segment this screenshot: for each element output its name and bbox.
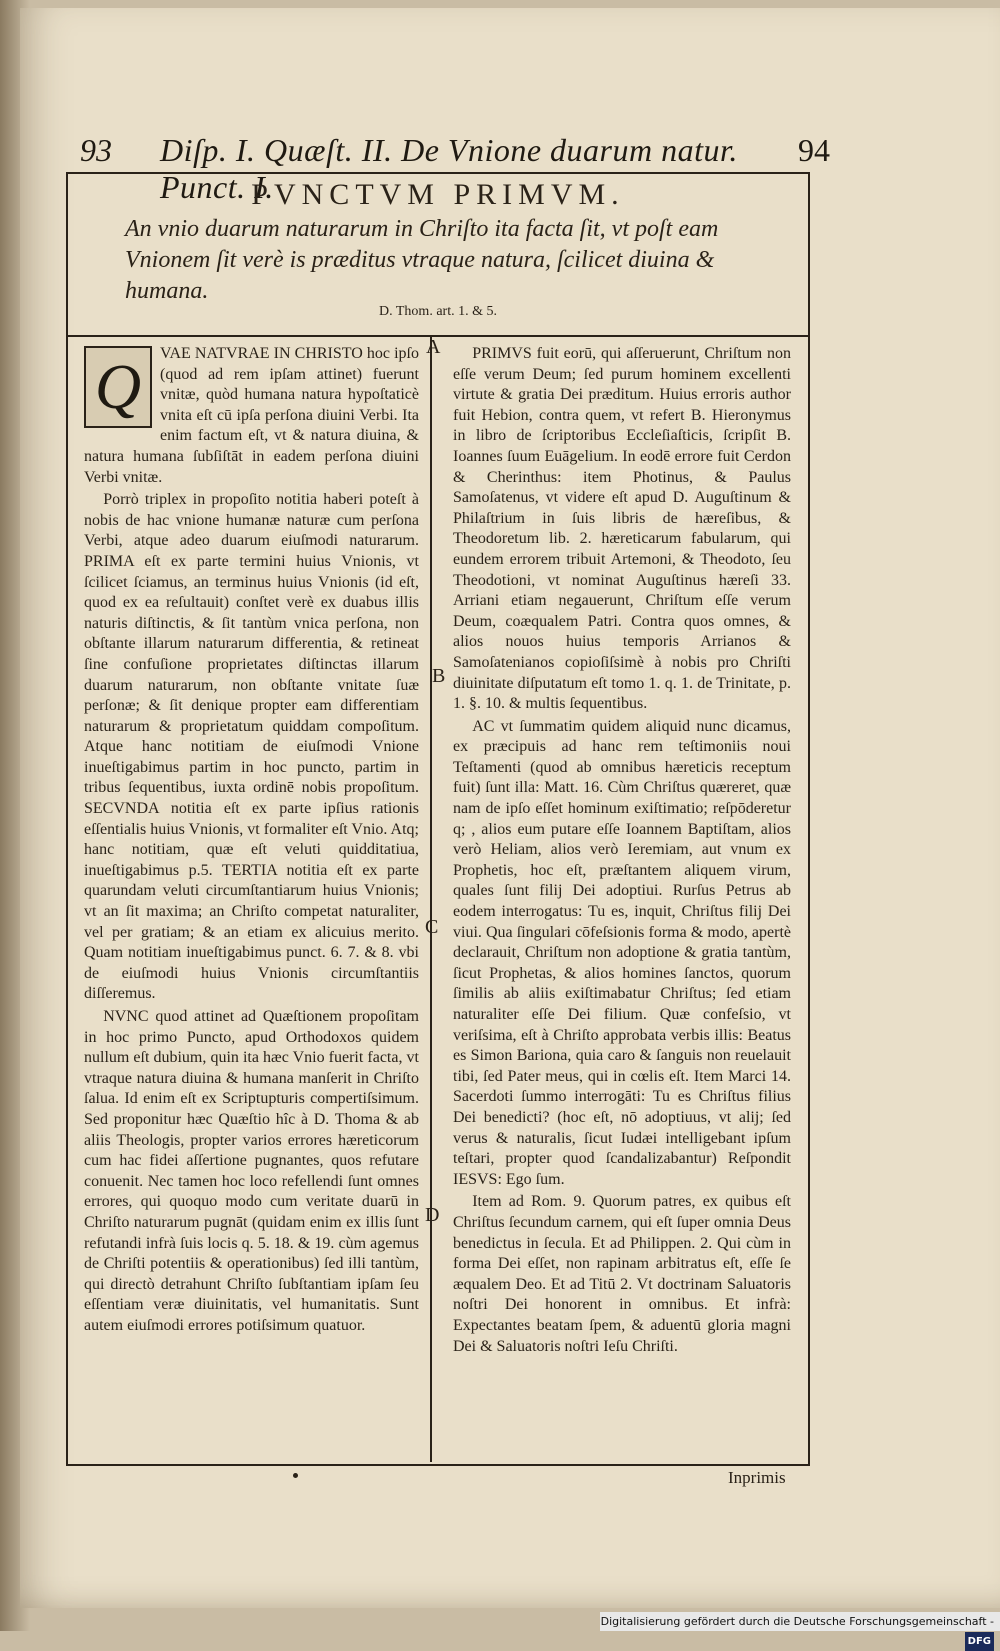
footer-text: Digitalisierung gefördert durch die Deutsche Forschungsgemeinschaft - xyxy=(600,1615,994,1628)
left-column xyxy=(84,344,419,1339)
section-heading: PVNCTVM PRIMVM. xyxy=(251,178,625,211)
right-page-number: 94 xyxy=(798,132,830,168)
dfg-logo: DFG xyxy=(965,1632,994,1651)
margin-letter-c: C xyxy=(425,916,439,938)
paragraph-text: VAE NATVRAE IN CHRISTO hoc ipſo (quod ad rem ipſam attinet) fuerunt vnitæ, quòd humana natura hypoſtaticè vnita eſt cū ipſa perſona diuini Verbi. Ita enim factum eſt, vt & natura diuina, & natura humana ſubſiſtāt in eadem perſona diuini Verbi vnitæ. xyxy=(84,345,419,486)
column-divider xyxy=(430,337,432,1462)
paragraph xyxy=(84,344,419,488)
paragraph: NVNC quod attinet ad Quæſtionem propoſitam in hoc primo Puncto, apud Orthodoxos quidem nullum eſt dubium, quin ita hæc Vnio fuerit facta, vt vtraque natura diuina & humana manſerit in Chriſto ſalua. Id enim eſt ex Scriptupturis compertiſsimum. Sed proponitur hæc Quæſtio hîc à D. Thoma & ab aliis Theologis, propter varios errores hæreticorum cum hac fidei aſſertione pugnantes, quos refutare conuenit. Nec tamen hoc loco refellendi ſunt omnes errores, qui quoquo modo cum veritate duarū in Chriſto naturarum pugnāt (quidam enim ex illis ſunt refutandi infrà ſuis locis q. 5. 18. & 19. cùm agemus de Chriſti potentiis & operationibus) ſed illi tantùm, qui directò detrahunt Chriſto ſubſtantiam ipſam ſeu eſſentiam veræ diuinitatis, vel humanitatis. Sunt autem eiuſmodi errores potiſsimum quatuor. xyxy=(84,1008,419,1334)
right-column xyxy=(453,344,791,1359)
reference-line: D. Thom. art. 1. & 5. xyxy=(379,304,497,319)
paragraph: Porrò triplex in propoſito notitia haberi poteſt à nobis de hac vnione humanæ naturæ cum perſona Verbi, atque adeo duarum eiuſmodi naturarum. PRIMA eſt ex parte termini huius Vnionis, vt ſcilicet ſciamus, an terminus huius Vnionis (id eſt, quod ex ea reſultauit) conſtet verè ex duabus illis naturis diſtinctis, & ſit tantùm vnica perſona, non obſtante illarum naturarum differentia, & retineat ſine confuſione proprietates diſtinctas illarum duarum naturarum, non obſtante vnitate ſuæ perſonæ; & ſit denique propter eam differentiam naturarum & proprietatum quiddam compoſitum. Atque hanc notitiam de eiuſmodi Vnione inueſtigabimus partim in hoc puncto, partim in tribus ſequentibus, iuxta ordinē nobis propoſitum. SECVNDA notitia eſt ex parte ipſius rationis eſſentialis huius Vnionis, vt formaliter eſt Vnio. Atq; hanc notitiam, quæ eſt veluti quidditatiua, inueſtigabimus p.5. TERTIA notitia eſt ex parte quarundam veluti circumſtantiarum huius Vnionis; vt an ſit maxima; an Chriſto competat naturaliter, vel per gratiam; & an etiam ex alicuius merito. Quam notitiam inueſtigabimus punct. 6. 7. & 8. vbi de eiuſmodi huius Vnionis circumſtantiis diſſeremus. xyxy=(84,491,419,1003)
margin-letter-d: D xyxy=(425,1204,440,1226)
paragraph: Item ad Rom. 9. Quorum patres, ex quibus eſt Chriſtus ſecundum carnem, qui eſt ſuper omnia Deus benedictus in ſecula. Et ad Philippen. 2. Qui cùm in forma Dei eſſet, non rapinam arbitratus eſt, eſſe ſe æqualem Deo. Et ad Titū 2. Vt doctrinam Saluatoris noſtri Dei honorent in omnibus. Et infrà: Expectantes beatam ſpem, & aduentū gloria magni Dei & Saluatoris noſtri Ieſu Chriſti. xyxy=(453,1193,791,1355)
margin-letter-b: B xyxy=(432,665,446,687)
digitization-footer xyxy=(600,1612,1000,1647)
paragraph: PRIMVS fuit eorū, qui aſſeruerunt, Chriſtum non eſſe verum Deum; ſed purum hominem excellenti virtute & gratia Dei præditum. Huius erroris author fuit Hebion, contra quem, vt refert B. Hieronymus in libro de ſcriptoribus Eccleſiaſticis, ſcripſit B. Ioannes ſuum Euāgelium. In eodē errore fuit Cerdon & Cherinthus: item Photinus, & Paulus Samoſatenus, vt videre eſt apud D. Auguſtinum & Philaſtrium in ſuis libris de hæreſibus, & Theodoretum lib. 2. hæreticarum fabularum, qui eundem errorem tribuit Artemoni, & Theodoto, ſeu Theodotioni, vt nominat Auguſtinus hæreſi 33. Arriani etiam negauerunt, Chriſtum eſſe verum Deum, coæqualem Patri. Contra quos omnes, & alios nouos huius temporis Arrianos & Samoſatenianos copioſiſsimè à nobis pro Chriſti diuinitate diſputatum eſt tomo 1. q. 1. de Trinitate, p. 1. §. 10. & multis ſequentibus. xyxy=(453,345,791,713)
paragraph: AC vt ſummatim quidem aliquid nunc dicamus, ex præcipuis ad hanc rem teſtimoniis noui Teſtamenti (quod ab omnibus hæreticis receptum fuit) ſunt illa: Matt. 16. Cùm Chriſtus quæreret, quæ nam de ipſo eſſet hominum exiſtimatio; reſpōderetur q; , alios eum putare eſſe Ioannem Baptiſtam, alios verò Heliam, alios verò Ieremiam, aut vnum ex Prophetis, hoc eſt, præſtantem aliquem virum, quales ſunt filij Dei adoptiui. Rurſus Petrus ab eodem interrogatus: Tu es, inquit, Chriſtus filij Dei viui. Qua ſingulari cōfeſsionis forma & modo, apertè declarauit, Chriſtum non adoptione & gratia tantùm, ſicut Prophetas, & alios homines ſanctos, quorum ſimilis ab aliis exiſtimabatur Chriſtus; ſed etiam naturaliter eſſe Dei filium. Quæ confeſsio, vt veriſsima, eſt à Chriſto approbata verbis illis: Beatus es Simon Bariona, quia caro & ſanguis non reuelauit tibi, ſed Pater meus, qui in cœlis eſt. Item Marci 14. Sacerdoti ſummo interrogāti: Tu es Chriſtus filius Dei benedicti? (hoc eſt, nō adoptiuus, vt alij; ſed verus & naturalis, ſicut Iudæi intelligebant ipſum teſtari, propter quod ſcandalizabantur) Reſpondit IESVS: Ego ſum. xyxy=(453,717,791,1188)
running-title: Diſp. I. Quæſt. II. De Vnione duarum natur. Punct. I. xyxy=(160,132,738,205)
ornament-dot xyxy=(293,1473,298,1478)
margin-letter-a: A xyxy=(426,336,441,358)
decorated-initial: Q xyxy=(84,346,152,428)
catchword: Inprimis xyxy=(728,1468,786,1487)
question-title: An vnio duarum naturarum in Chriſto ita facta ſit, vt poſt eam Vnionem ſit verè is præditus vtraque natura, ſcilicet diuina & humana. xyxy=(125,216,719,304)
left-page-number: 93 xyxy=(80,132,112,168)
